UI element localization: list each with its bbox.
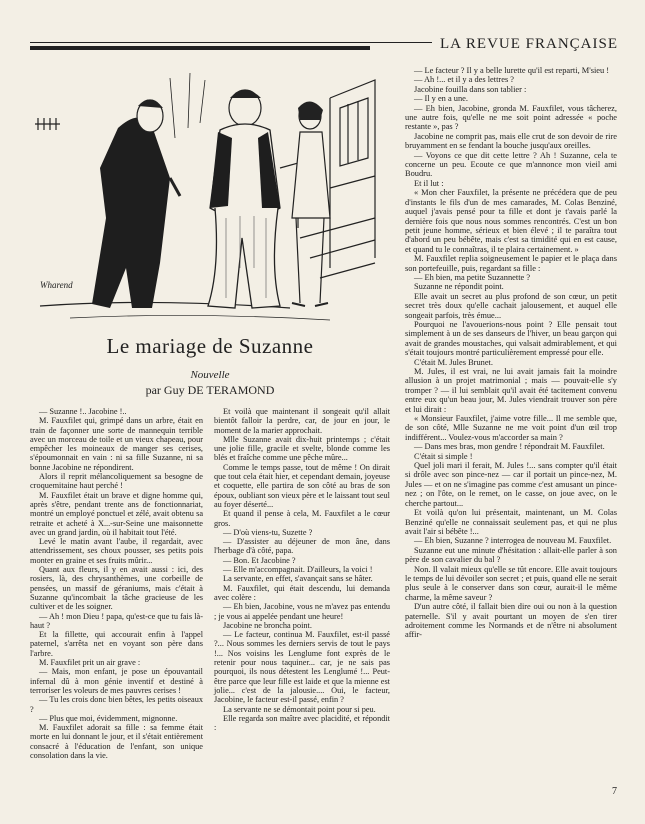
paragraph: Jacobine fouilla dans son tablier : (414, 84, 527, 94)
paragraph: — Le facteur, continua M. Fauxfilet, est-il passé ?... Nous sommes les derniers servis de tout le pays !... Nos voisins les Lenglume font exprès de le retenir pour nous taquiner... car, je ne sais pas pourquoi, ils nous détestent les Lenglumé !... Peut-être parce que leur fille est laide et que la mienne est jolie... c'est de la jalousie.... Oui, le facteur, Jacobine, le facteur est-il passé, enfin ? (214, 630, 390, 705)
paragraph: La servante, en effet, s'avançait sans se hâter. (223, 574, 373, 584)
paragraph: M. Fauxfilet qui, grimpé dans un arbre, était en train de façonner une sorte de mannequin terrible avec un morceau de toile et un vieux chapeau, pour empêcher les moineaux de manger ses cerises, s'époumonnait en vain : ni sa fille Suzanne, ni sa bonne Jacobine ne répondirent. (30, 416, 203, 472)
paragraph: M. Fauxfilet était un brave et digne homme qui, après s'être, pendant trente ans de fonctionnariat, montré un employé ponctuel et zélé, avait obtenu sa retraite et acheté à X...-sur-Seine une maisonnette avec un grand jardin, où il habitait tout l'été. (30, 490, 203, 537)
paragraph: Quant aux fleurs, il y en avait aussi : ici, des rosiers, là, des chrysanthèmes, une corbeille de pensées, un massif de géraniums, mais c'était à Suzanne qu'incombait la tâche gracieuse de les cultiver et de les soigner. (30, 565, 203, 612)
paragraph: — Mais, mon enfant, je pose un épouvantail infernal dû à mon génie inventif et destiné à terroriser les voleurs de mes pauvres cerises ! (30, 667, 203, 695)
paragraph: Et la fillette, qui accourait enfin à l'appel paternel, s'arrêta net en voyant son père dans l'arbre. (30, 630, 203, 658)
paragraph: — D'assister au déjeuner de mon âne, dans l'herbage d'à côté, papa. (214, 537, 390, 556)
figure-suzanne (292, 101, 330, 306)
text-column-1 (30, 407, 203, 760)
paragraph: Non. Il valait mieux qu'elle se tût encore. Elle avait toujours le temps de lui dévoiler son secret ; et puis, quand elle ne serait plus seule à le conserver dans son cœur, aurait-il le même charme, la même saveur ? (405, 564, 617, 602)
paragraph: « Monsieur Fauxfilet, j'aime votre fille... Il me semble que, de son côté, Mlle Suzanne ne me voit point d'un œil trop indifférent... Voulez-vous m'accorder sa main ? (405, 414, 617, 442)
header-thick-rule (30, 46, 370, 50)
illustrator-signature: Wharend (40, 280, 73, 290)
paragraph: — Bon. Et Jacobine ? (223, 555, 296, 565)
paragraph: Alors il reprit mélancoliquement sa besogne de croquemitaine haut perché ! (30, 472, 203, 491)
paragraph: C'était si simple ! (414, 451, 473, 461)
paragraph: M. Fauxfilet, qui était descendu, lui demanda avec colère : (214, 583, 390, 602)
paragraph: Comme le temps passe, tout de même ! On dirait que tout cela était hier, et cependant demain, joyeuse et coquette, elle partira de son côté au bras de son époux, oubliant son vieux père et le laissant tout seul au foyer déserté... (214, 462, 390, 509)
text-column-3 (405, 66, 617, 640)
paragraph: Pourquoi ne l'avouerions-nous point ? Elle pensait tout simplement à un de ses danseurs de l'hiver, un beau garçon qui avait de grandes moustaches, qui valsait admirablement, et qui s'était toujours montré particulièrement empressé pour elle. (405, 319, 617, 358)
paragraph: M. Fauxfilet prit un air grave : (39, 658, 141, 668)
paragraph: — Plus que moi, évidemment, mignonne. (39, 713, 178, 723)
paragraph: — Suzanne !.. Jacobine !.. (39, 407, 127, 416)
story-heading (30, 334, 390, 398)
running-header (30, 34, 618, 58)
paragraph: Et il lut : (414, 178, 444, 188)
story-illustration (30, 68, 392, 326)
paragraph: M. Fauxfilet replia soigneusement le papier et le plaça dans son portefeuille, puis, regardant sa fille : (405, 254, 617, 273)
paragraph: — Eh bien, Suzanne ? interrogea de nouveau M. Fauxfilet. (414, 536, 612, 546)
paragraph: Et quand il pense à cela, M. Fauxfilet a le cœur gros. (214, 509, 390, 528)
story-title: Le mariage de Suzanne (106, 334, 314, 358)
paragraph: Et voilà qu'on lui présentait, maintenant, un M. Colas Benziné qu'elle ne connaissait seulement pas, et qui ne plus avait l'air si bébête !... (405, 508, 617, 536)
paragraph: M. Jules, il est vrai, ne lui avait jamais fait la moindre allusion à un projet matrimonial ; mais — pouvait-elle s'y tromper ? — il lui semblait qu'il avait été tacitement convenu entre eux qu'un beau jour, M. Jules viendrait trouver son père et lui dirait : (405, 367, 617, 414)
paragraph: — Eh bien, Jacobine, gronda M. Fauxfilet, vous tâcherez, une autre fois, qu'elle ne me soit point adressée « poche restante », pas ? (405, 103, 617, 132)
paragraph: « Mon cher Fauxfilet, la présente ne précédera que de peu d'instants le fils d'un de mes camarades, M. Colas Benziné, auquel j'avais pensé pour ta fille et dont je t'avais parlé la dernière fois que nous nous sommes rencontrés. C'est un bon petit jeune homme, sérieux et bien élevé ; il te paraîtra tout d'abord un peu bébête, mais c'est sa timidité qui en est cause, et quand tu le connaîtras, il te plaira certainement. » (405, 188, 617, 254)
text-column-2 (214, 407, 390, 732)
paragraph: Mlle Suzanne avait dix-huit printemps ; c'était une jolie fille, gracile et svelte, blonde comme les blés et fraîche comme une pêche mûre... (214, 434, 390, 463)
paragraph: Quel joli mari il ferait, M. Jules !... sans compter qu'il était si drôle avec son pince-nez — car il portait un pince-nez, M. Jules — et on ne s'imagine pas comme c'est amusant un pince-nez ; on l'ôte, on le remet, on le casse, on joue avec, on le cherche partout... (405, 461, 617, 508)
figure-father (92, 99, 180, 308)
paragraph: — Il y en a une. (414, 94, 468, 104)
story-genre: Nouvelle (190, 369, 230, 381)
paragraph: — Eh bien, ma petite Suzannette ? (414, 272, 531, 282)
paragraph: — Ah !... et il y a des lettres ? (414, 75, 515, 85)
paragraph: Elle avait un secret au plus profond de son cœur, un petit secret très doux qu'elle cachait jalousement, et auquel elle songeait parfois, très émue... (405, 291, 617, 320)
story-byline: par Guy DE TERAMOND (145, 383, 275, 397)
figure-suitor (208, 90, 280, 308)
paragraph: — Ah ! mon Dieu ! papa, qu'est-ce que tu fais là-haut ? (30, 611, 203, 630)
paragraph: — Elle m'accompagnait. D'ailleurs, la voici ! (223, 565, 373, 575)
paragraph: M. Fauxfilet adorait sa fille : sa femme était morte en lui donnant le jour, et il s'était entièrement consacré à l'éducation de l'enfant, son unique consolation dans la vie. (30, 723, 203, 760)
paragraph: Jacobine ne comprit pas, mais elle crut de son devoir de rire bruyamment en se fendant la bouche jusqu'aux oreilles. (405, 131, 617, 151)
paragraph: C'était M. Jules Brunet. (414, 357, 493, 367)
paragraph: — D'où viens-tu, Suzette ? (223, 527, 313, 537)
paragraph: — Dans mes bras, mon gendre ! répondrait M. Fauxfilet. (414, 442, 605, 452)
page-number: 7 (612, 786, 617, 797)
paragraph: — Tu les crois donc bien bêtes, les petits oiseaux ? (30, 695, 203, 714)
paragraph: — Voyons ce que dit cette lettre ? Ah ! Suzanne, cela te concerne un peu. Ecoute ce que m'annonce mon vieil ami Boudru. (405, 150, 617, 179)
paragraph: Levé le matin avant l'aube, il regardait, avec attendrissement, ses choux pousser, ses petits pois monter en graine et ses fruits mûrir... (30, 537, 203, 565)
paragraph: — Eh bien, Jacobine, vous ne m'avez pas entendu ; je vous ai appelée pendant une heure! (214, 602, 390, 621)
paragraph: — Le facteur ? Il y a belle lurette qu'il est reparti, M'sieu ! (414, 66, 610, 75)
paragraph: Jacobine ne broncha point. (223, 620, 312, 630)
paragraph: Suzanne ne répondit point. (414, 282, 504, 292)
paragraph: D'un autre côté, il fallait bien dire oui ou non à la question paternelle. S'il y avait pourtant un moyen de s'en tirer adroitement comme les Normands et de n'être ni absolument affir- (405, 602, 617, 640)
paragraph: Suzanne eut une minute d'hésitation : allait-elle parler à son père de son cavalier du bal ? (405, 545, 617, 565)
paragraph: Et voilà que maintenant il songeait qu'il allait bientôt falloir la perdre, car, de jour en jour, le moment de la marier approchait. (214, 407, 390, 435)
paragraph: Elle regarda son maître avec placidité, et répondit : (214, 713, 390, 733)
magazine-title: LA REVUE FRANÇAISE (432, 36, 618, 53)
paragraph: La servante ne se démontait point pour si peu. (223, 704, 376, 714)
